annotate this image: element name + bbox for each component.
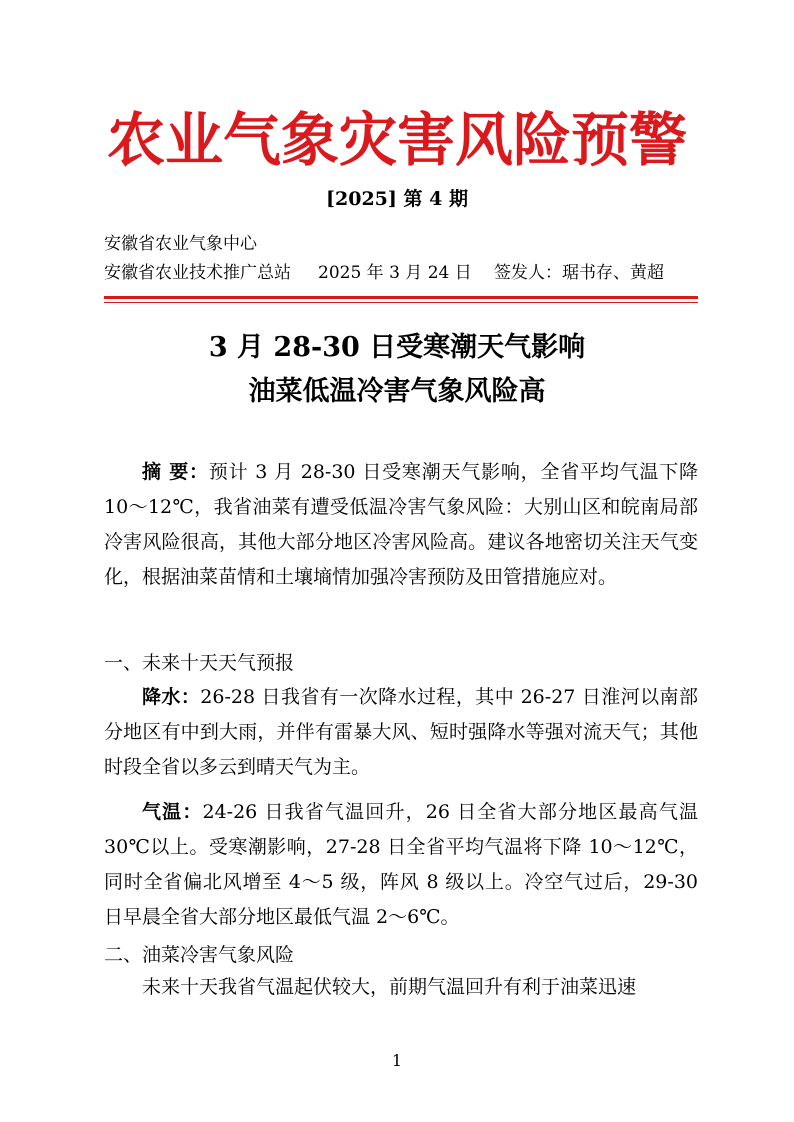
abstract-paragraph [104, 455, 698, 595]
precipitation-paragraph [104, 680, 698, 785]
temperature-paragraph [104, 795, 698, 935]
page-number: 1 [391, 1051, 403, 1070]
section-heading-rapeseed-risk: 二、油菜冷害气象风险 [104, 944, 295, 966]
signer: 签发人：琚书存、黄超 [494, 263, 664, 283]
article-title-line2: 油菜低温冷害气象风险高 [248, 376, 546, 407]
temperature-label: 气温： [142, 801, 203, 823]
issuing-organization-1: 安徽省农业气象中心 [104, 234, 257, 254]
precipitation-text: 26-28 日我省有一次降水过程，其中 26-27 日淮河以南部分地区有中到大雨，并伴有雷暴大风、短时强降水等强对流天气；其他时段全省以多云到晴天气为主。 [104, 686, 698, 778]
section-heading-weather-forecast: 一、未来十天天气预报 [104, 652, 295, 674]
header-divider-thin [104, 302, 698, 303]
temperature-text: 24-26 日我省气温回升，26 日全省大部分地区最高气温 30℃以上。受寒潮影响，27-28 日全省平均气温将下降 10～12℃，同时全省偏北风增至 4～5 级，阵风 8 级以上。冷空气过后，29-30 日早晨全省大部分地区最低气温 2～6℃。 [104, 801, 698, 928]
issue-number: [2025] 第 4 期 [326, 188, 468, 210]
rapeseed-paragraph: 未来十天我省气温起伏较大，前期气温回升有利于油菜迅速 [142, 976, 637, 998]
issuing-organization-2: 安徽省农业技术推广总站 [104, 263, 291, 283]
masthead-title: 农业气象灾害风险预警 [106, 106, 687, 174]
header-divider-thick [104, 296, 698, 299]
abstract-label: 摘 要： [142, 461, 209, 483]
article-title-line1: 3 月 28-30 日受寒潮天气影响 [208, 332, 586, 363]
issue-date: 2025 年 3 月 24 日 [318, 263, 472, 283]
precipitation-label: 降水： [142, 686, 201, 708]
abstract-text: 预计 3 月 28-30 日受寒潮天气影响，全省平均气温下降 10～12℃，我省油菜有遭受低温冷害气象风险：大别山区和皖南局部冷害风险很高，其他大部分地区冷害风险高。建议各地密切关注天气变化，根据油菜苗情和土壤墒情加强冷害预防及田管措施应对。 [104, 461, 698, 588]
